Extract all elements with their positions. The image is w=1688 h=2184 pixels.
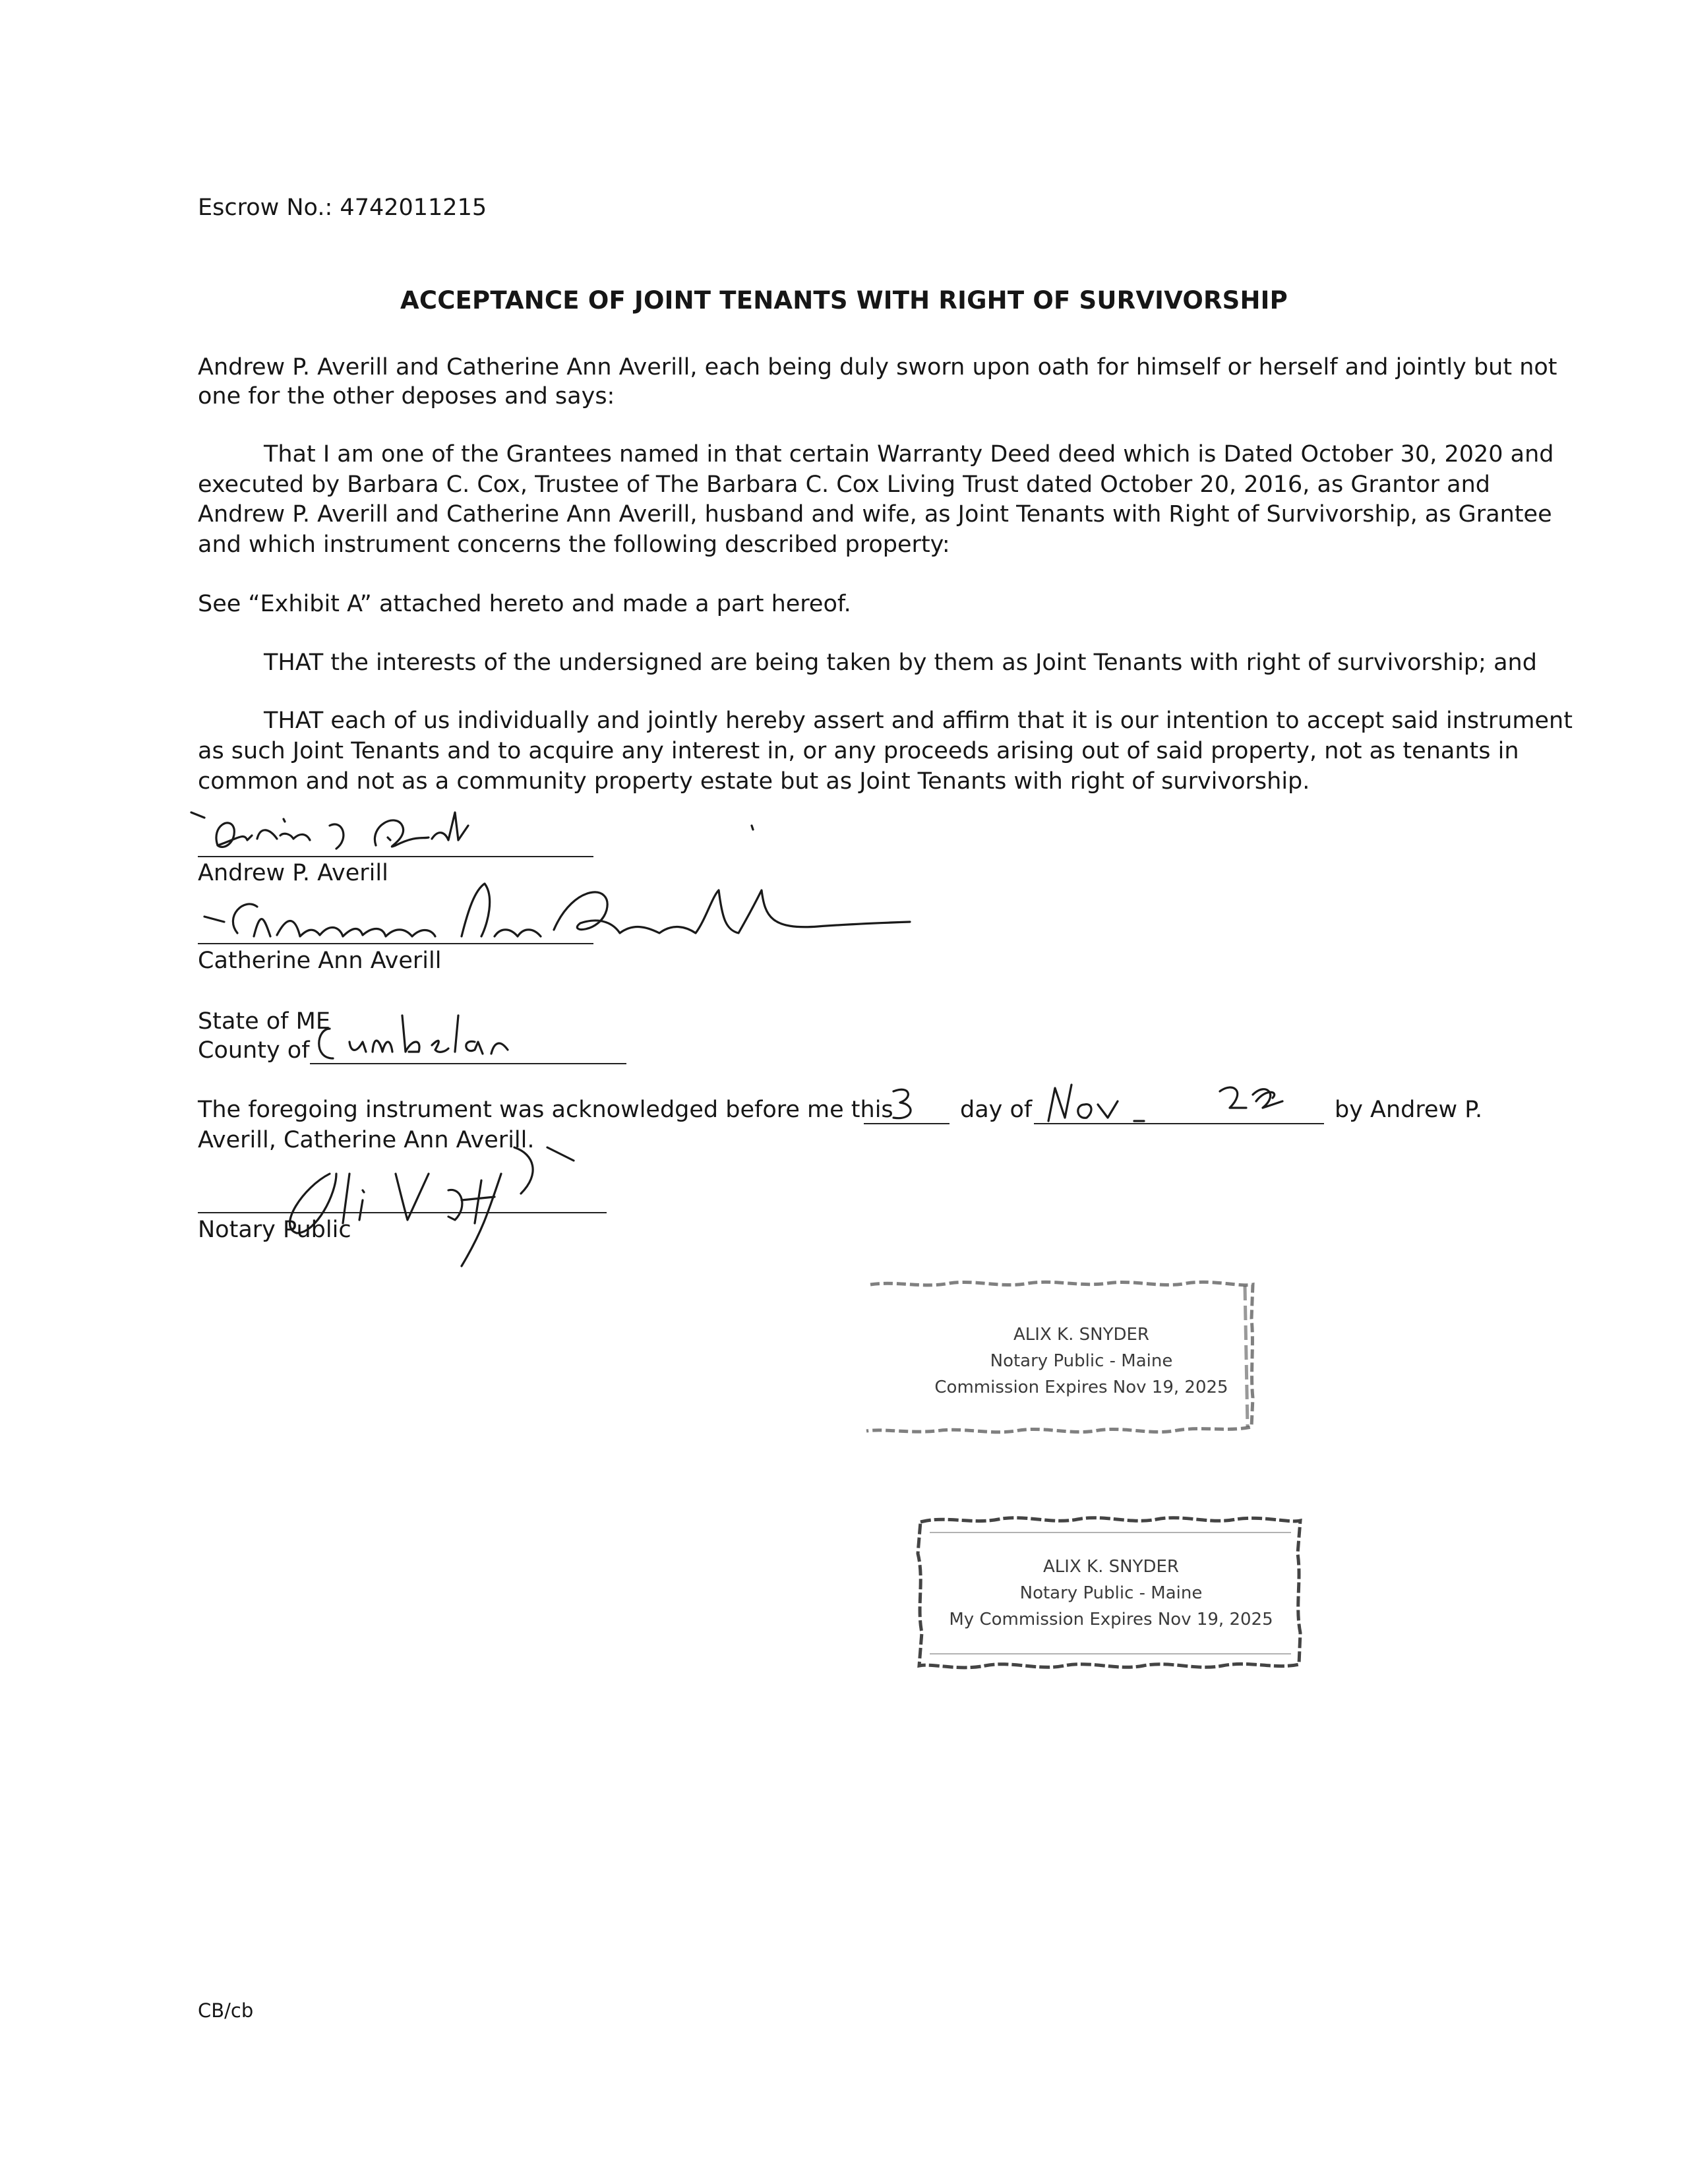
escrow-label: Escrow No.: (198, 195, 333, 221)
signer-name-catherine: Catherine Ann Averill (198, 948, 442, 974)
intro-line-2: one for the other deposes and says: (198, 383, 615, 410)
para1-line-4: and which instrument concerns the following described property: (198, 531, 950, 558)
notary-label: Notary Public (198, 1217, 351, 1243)
para3-line-2: as such Joint Tenants and to acquire any interest in, or any proceeds arising out of said property, not as tenants in (198, 738, 1519, 764)
signature-catherine (185, 870, 950, 956)
stamp2-expires: My Commission Expires Nov 19, 2025 (949, 1610, 1273, 1629)
venue-state: State of ME (198, 1008, 330, 1035)
notary-stamp-2 (923, 1554, 1299, 1633)
handwritten-month-year (1035, 1075, 1325, 1131)
para1-line-1: That I am one of the Grantees named in that certain Warranty Deed deed which is Dated October 30, 2020 and (264, 441, 1554, 468)
escrow-line (198, 193, 487, 224)
ack-line-2: Averill, Catherine Ann Averill. (198, 1127, 535, 1153)
para3-line-3: common and not as a community property estate but as Joint Tenants with right of survivorship. (198, 768, 1310, 795)
para3-line-1: THAT each of us individually and jointly hereby assert and affirm that it is our intention to accept said instrument (264, 708, 1573, 734)
intro-line-1: Andrew P. Averill and Catherine Ann Averill, each being duly sworn upon oath for himself or herself and jointly but not (198, 354, 1557, 380)
handwritten-county (310, 1002, 587, 1068)
ack-part2: day of (960, 1097, 1033, 1123)
para2-line: THAT the interests of the undersigned are being taken by them as Joint Tenants with right of survivorship; and (264, 650, 1537, 676)
ack-part1: The foregoing instrument was acknowledged before me this (198, 1097, 893, 1123)
stamp2-name: ALIX K. SNYDER (1043, 1557, 1179, 1577)
escrow-number: 4742011215 (340, 195, 487, 221)
notary-stamp-1 (910, 1321, 1253, 1401)
stamp1-name: ALIX K. SNYDER (1013, 1325, 1149, 1345)
signer-name-andrew: Andrew P. Averill (198, 860, 388, 886)
handwritten-day (884, 1081, 936, 1128)
signature-notary (264, 1134, 620, 1266)
stamp2-title: Notary Public - Maine (1019, 1583, 1203, 1603)
exhibit-line: See “Exhibit A” attached hereto and made a part hereof. (198, 591, 851, 617)
stamp1-title: Notary Public - Maine (990, 1351, 1173, 1371)
document-title: ACCEPTANCE OF JOINT TENANTS WITH RIGHT OF SURVIVORSHIP (400, 286, 1288, 315)
para1-line-3: Andrew P. Averill and Catherine Ann Averill, husband and wife, as Joint Tenants with Right of Survivorship, as Grantee (198, 501, 1552, 528)
ack-part3: by Andrew P. (1335, 1097, 1483, 1123)
para1-line-2: executed by Barbara C. Cox, Trustee of The Barbara C. Cox Living Trust dated October 20, 2016, as Grantor and (198, 471, 1490, 498)
footer-initials: CB/cb (198, 1999, 254, 2022)
stamp1-expires: Commission Expires Nov 19, 2025 (934, 1378, 1228, 1397)
venue-county-label: County of (198, 1037, 310, 1064)
